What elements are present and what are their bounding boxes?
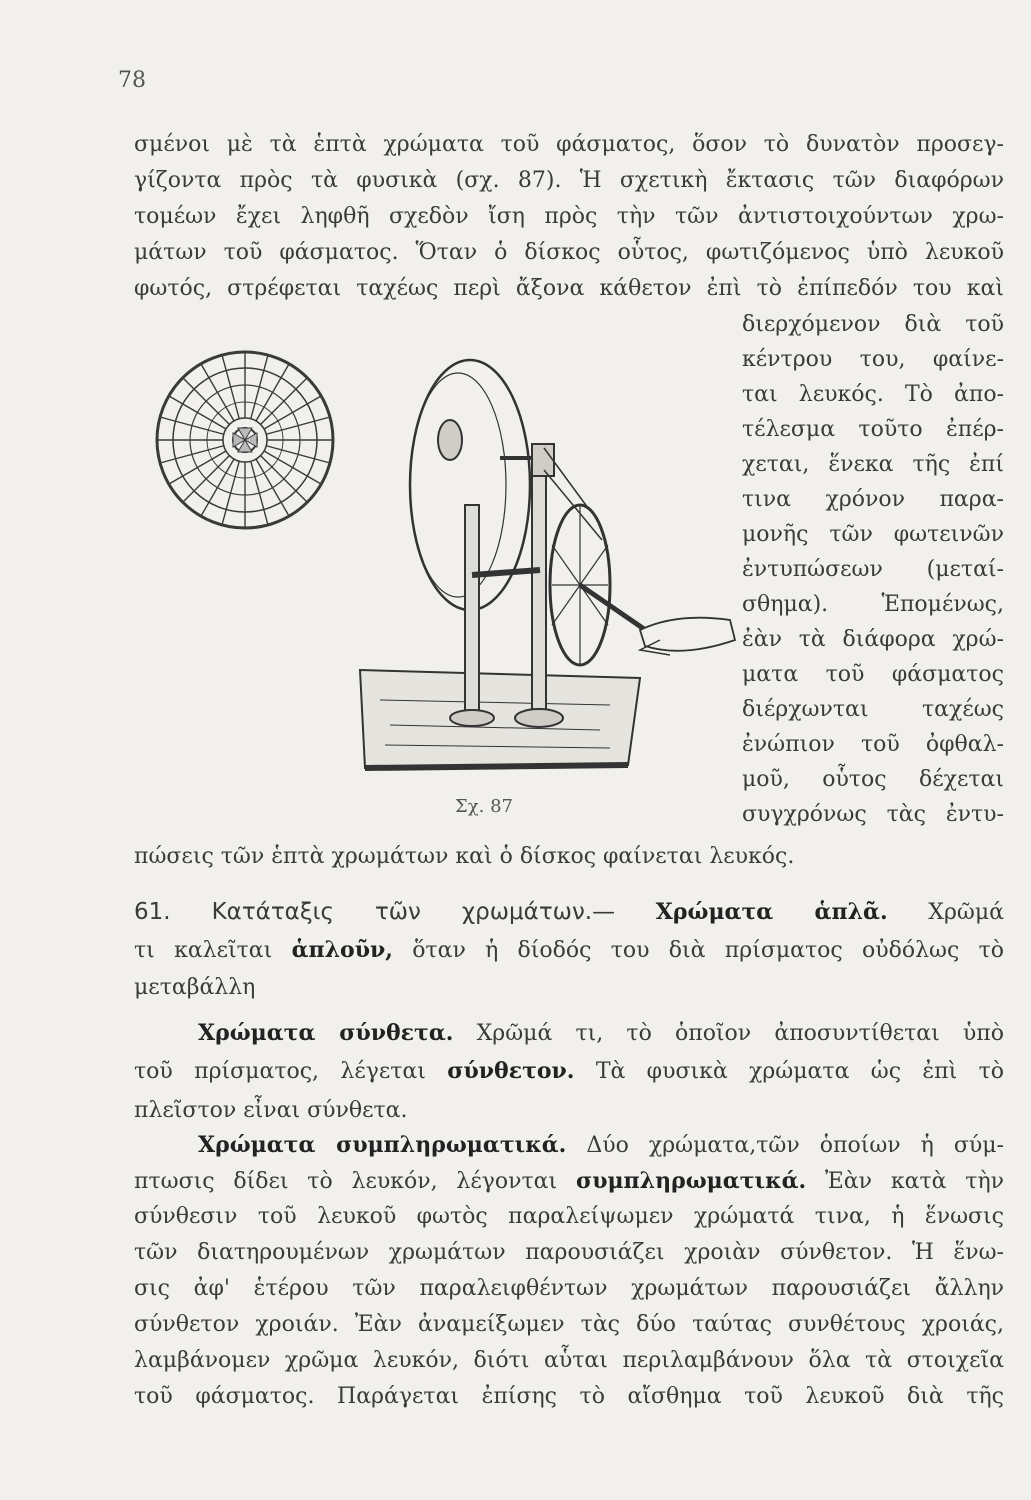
- text-fragment: ὅταν ἡ δίοδός του διὰ πρίσματος οὐδόλως τὸ: [412, 938, 1004, 963]
- side-line: τέλεσμα τοῦτο ἐπέρ-: [742, 417, 1004, 442]
- side-line: τινα χρόνον παρα-: [742, 487, 1004, 512]
- bold-term: ἁπλοῦν,: [291, 937, 393, 963]
- section-61-line-1: [134, 897, 1004, 928]
- text-line: φωτός, στρέφεται ταχέως περὶ ἄξονα κάθετον ἐπὶ τὸ ἐπίπεδόν του καὶ: [134, 276, 1004, 301]
- text-fragment: Τὰ φυσικὰ χρώματα ὡς ἐπὶ τὸ: [595, 1059, 1004, 1084]
- composite-line-1: [198, 1018, 1004, 1049]
- section-61-line-2: [134, 935, 1004, 966]
- side-line: διερχόμενον διὰ τοῦ: [742, 312, 1004, 337]
- page-number: 78: [118, 68, 146, 93]
- side-line: χεται, ἕνεκα τῆς ἐπί: [742, 452, 1004, 477]
- complementary-line-2: [134, 1166, 1004, 1197]
- text-line: σις ἀφ' ἑτέρου τῶν παραλειφθέντων χρωμάτων παρουσιάζει ἄλλην: [134, 1276, 1004, 1301]
- side-line: ἐνώπιον τοῦ ὀφθαλ-: [742, 732, 1004, 757]
- text-line: μεταβάλλη: [134, 975, 256, 1000]
- bold-term: σύνθετον.: [447, 1058, 575, 1084]
- text-line: τοῦ φάσματος. Παράγεται ἐπίσης τὸ αἴσθημα τοῦ λευκοῦ διὰ τῆς: [134, 1384, 1004, 1409]
- composite-heading: Χρώματα σύνθετα.: [198, 1020, 454, 1046]
- text-line: σύνθετον χροιάν. Ἐὰν ἀναμείξωμεν τὰς δύο ταύτας συνθέτους χροιάς,: [134, 1312, 1004, 1337]
- newton-disc-illustration: [157, 352, 333, 528]
- side-line: ἐντυπώσεων (μεταί-: [742, 557, 1004, 582]
- side-line: συγχρόνως τὰς ἐντυ-: [742, 802, 1004, 827]
- text-fragment: τι καλεῖται: [134, 938, 273, 963]
- section-heading: 61. Κατάταξις τῶν χρωμάτων.—: [134, 899, 616, 925]
- complementary-line-1: [198, 1130, 1004, 1161]
- side-line: διέρχωνται ταχέως: [742, 697, 1004, 722]
- text-fragment: τοῦ πρίσματος, λέγεται: [134, 1059, 426, 1084]
- text-line: πώσεις τῶν ἑπτὰ χρωμάτων καὶ ὁ δίσκος φαίνεται λευκός.: [134, 844, 795, 869]
- section-subheading: Χρώματα ἁπλᾶ.: [655, 899, 888, 925]
- text-fragment: Δύο χρώματα,τῶν ὁποίων ἡ σύμ-: [586, 1133, 1004, 1158]
- text-line: τομέων ἔχει ληφθῆ σχεδὸν ἴση πρὸς τὴν τῶν ἀντιστοιχούντων χρω-: [134, 204, 1004, 229]
- text-line: μάτων τοῦ φάσματος. Ὅταν ὁ δίσκος οὗτος, φωτιζόμενος ὑπὸ λευκοῦ: [134, 240, 1004, 265]
- text-line: σύνθεσιν τοῦ λευκοῦ φωτὸς παραλείψωμεν χρώματά τινα, ἡ ἕνωσις: [134, 1204, 1004, 1229]
- figure-87-color-disc: [140, 340, 740, 790]
- side-line: ται λευκός. Τὸ ἀπο-: [742, 382, 1004, 407]
- side-line: σθημα). Ἑπομένως,: [742, 592, 1004, 617]
- text-line: σμένοι μὲ τὰ ἑπτὰ χρώματα τοῦ φάσματος, ὅσον τὸ δυνατὸν προσεγ-: [134, 132, 1004, 157]
- text-fragment: πτωσις δίδει τὸ λευκόν, λέγονται: [134, 1169, 558, 1194]
- side-line: κέντρου του, φαίνε-: [742, 347, 1004, 372]
- text-fragment: Χρῶμά τι, τὸ ὁποῖον ἀποσυντίθεται ὑπὸ: [476, 1021, 1004, 1046]
- text-line: λαμβάνομεν χρῶμα λευκόν, διότι αὗται περιλαμβάνουν ὅλα τὰ στοιχεῖα: [134, 1348, 1004, 1373]
- side-line: ματα τοῦ φάσματος: [742, 662, 1004, 687]
- text-line: πλεῖστον εἶναι σύνθετα.: [134, 1098, 408, 1123]
- text-line: γίζοντα πρὸς τὰ φυσικὰ (σχ. 87). Ἡ σχετικὴ ἔκτασις τῶν διαφόρων: [134, 168, 1004, 193]
- bold-term: συμπληρωματικά.: [575, 1168, 807, 1194]
- side-line: ἐὰν τὰ διάφορα χρώ-: [742, 627, 1004, 652]
- text-fragment: Χρῶμά: [928, 900, 1004, 925]
- side-line: μοῦ, οὗτος δέχεται: [742, 767, 1004, 792]
- complementary-heading: Χρώματα συμπληρωματικά.: [198, 1132, 567, 1158]
- text-line: τῶν διατηρουμένων χρωμάτων παρουσιάζει χροιὰν σύνθετον. Ἡ ἕνω-: [134, 1240, 1004, 1265]
- rotating-apparatus-illustration: [360, 360, 735, 768]
- composite-line-2: [134, 1056, 1004, 1087]
- side-line: μονῆς τῶν φωτεινῶν: [742, 522, 1004, 547]
- text-fragment: Ἐὰν κατὰ τὴν: [825, 1169, 1004, 1194]
- figure-caption: Σχ. 87: [455, 796, 513, 817]
